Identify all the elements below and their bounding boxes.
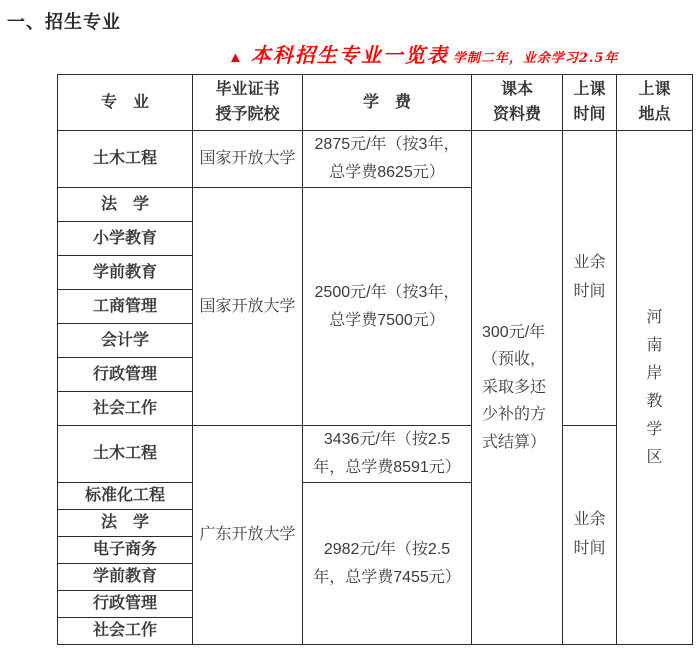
header-time-line1: 上课 xyxy=(573,80,606,98)
class-time-text: 业余时间 xyxy=(573,254,606,300)
cell-college: 国家开放大学 xyxy=(193,131,303,188)
cell-major: 学前教育 xyxy=(58,256,193,290)
fee-text: 3436元/年（按2.5年，总学费8591元） xyxy=(313,431,461,476)
table-header-row xyxy=(58,75,693,131)
header-material-fee xyxy=(472,75,563,131)
header-college-line1: 毕业证书 xyxy=(215,80,280,98)
header-place-line2: 地点 xyxy=(638,105,671,123)
header-material-line1: 课本 xyxy=(500,80,533,98)
table-row xyxy=(58,131,693,188)
fee-text: 2500元/年（按3年，总学费7500元） xyxy=(314,283,460,329)
cell-college: 广东开放大学 xyxy=(193,426,303,645)
table-caption xyxy=(228,44,699,70)
class-place-vertical-text: 河南岸教学区 xyxy=(646,308,663,466)
cell-major: 法 学 xyxy=(58,188,193,222)
header-place-line1: 上课 xyxy=(638,80,671,98)
cell-class-place xyxy=(617,131,693,645)
cell-major: 土木工程 xyxy=(58,131,193,188)
fee-text: 2875元/年（按3年，总学费8625元） xyxy=(314,136,460,181)
cell-material-fee xyxy=(472,131,563,645)
cell-major: 会计学 xyxy=(58,324,193,358)
header-fee xyxy=(303,75,472,131)
red-triangle-icon: ▲ xyxy=(228,49,243,66)
cell-major: 社会工作 xyxy=(58,392,193,426)
cell-class-time-group1 xyxy=(563,131,617,426)
cell-major: 行政管理 xyxy=(58,591,193,618)
class-time-text: 业余时间 xyxy=(573,511,606,557)
cell-class-time-group2 xyxy=(563,426,617,645)
header-time-line2: 时间 xyxy=(573,105,606,123)
cell-fee xyxy=(303,188,472,426)
fee-text: 2982元/年（按2.5年，总学费7455元） xyxy=(313,540,461,586)
cell-fee xyxy=(303,131,472,188)
admission-majors-table xyxy=(57,74,693,645)
cell-fee xyxy=(303,426,472,483)
header-major-label: 专 业 xyxy=(100,93,149,111)
material-fee-text: 300元/年（预收，采取多还少补的方式结算） xyxy=(482,323,547,451)
header-major xyxy=(58,75,193,131)
header-college xyxy=(193,75,303,131)
header-fee-label: 学 费 xyxy=(362,93,411,111)
table-row xyxy=(58,426,693,483)
cell-major: 电子商务 xyxy=(58,537,193,564)
cell-college: 国家开放大学 xyxy=(193,188,303,426)
header-class-place xyxy=(617,75,693,131)
caption-title: 本科招生专业一览表 xyxy=(250,43,449,67)
cell-major: 标准化工程 xyxy=(58,483,193,510)
cell-major: 社会工作 xyxy=(58,618,193,645)
page xyxy=(0,8,699,667)
cell-major: 小学教育 xyxy=(58,222,193,256)
cell-fee xyxy=(303,483,472,645)
caption-subtitle: 学制二年，业余学习2.5年 xyxy=(452,51,619,66)
header-college-line2: 授予院校 xyxy=(215,105,280,123)
header-material-line2: 资料费 xyxy=(492,105,541,123)
cell-major: 行政管理 xyxy=(58,358,193,392)
cell-major: 工商管理 xyxy=(58,290,193,324)
cell-major: 土木工程 xyxy=(58,426,193,483)
cell-major: 学前教育 xyxy=(58,564,193,591)
header-class-time xyxy=(563,75,617,131)
section-title: 一、招生专业 xyxy=(7,12,121,32)
cell-major: 法 学 xyxy=(58,510,193,537)
